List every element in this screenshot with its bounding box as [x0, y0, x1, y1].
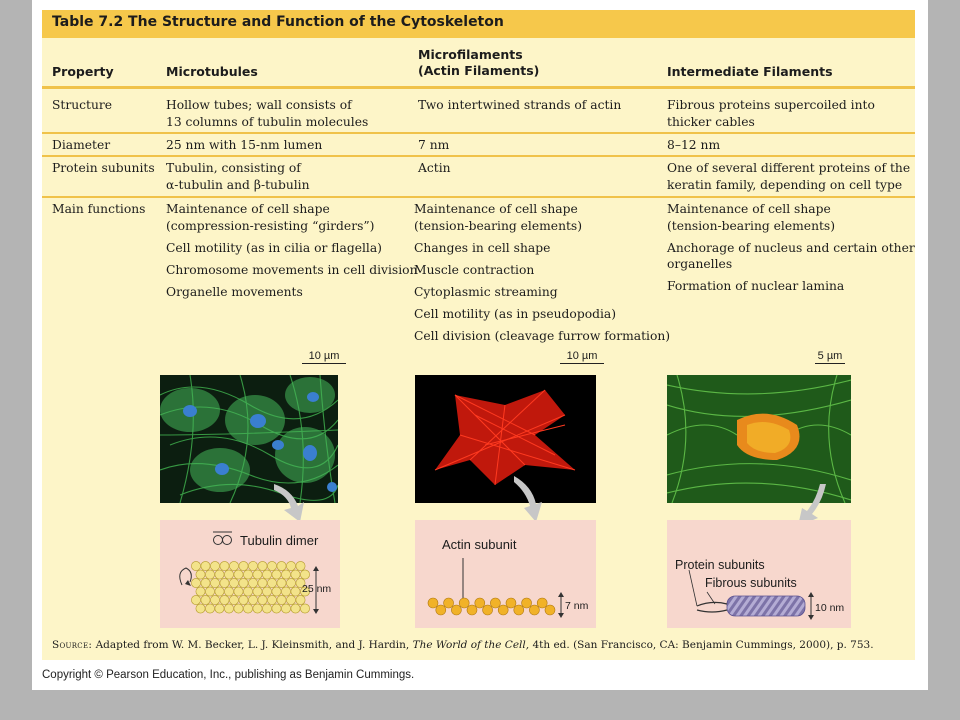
- tubulin-bead: [201, 595, 210, 604]
- tubulin-bead: [229, 578, 238, 587]
- function-text: Formation of nuclear lamina: [667, 279, 845, 293]
- tubulin-bead: [248, 595, 257, 604]
- tubulin-bead: [239, 595, 248, 604]
- tubulin-bead: [286, 561, 295, 570]
- function-text: Cytoplasmic streaming: [414, 284, 558, 299]
- tubulin-bead: [243, 587, 252, 596]
- actin-bead: [459, 598, 469, 608]
- tubulin-bead: [258, 595, 267, 604]
- function-item: [414, 306, 670, 323]
- row-rule: [42, 155, 915, 157]
- row-label-protein-subunits: Protein subunits: [52, 161, 155, 175]
- diameter-intermediate: 8–12 nm: [667, 138, 721, 152]
- actin-bead: [522, 598, 532, 608]
- function-text: (tension-bearing elements): [667, 218, 836, 233]
- source-citation: [52, 639, 874, 651]
- scale-bar-microtubules: [300, 350, 348, 364]
- tubulin-bead: [258, 578, 267, 587]
- structure-microtubules: [166, 97, 368, 130]
- function-item: [166, 201, 418, 234]
- structure-intermediate-line: Fibrous proteins supercoiled into: [667, 98, 875, 112]
- actin-bead: [436, 605, 446, 615]
- actin-bead: [490, 598, 500, 608]
- functions-intermediate: [667, 201, 915, 300]
- subunits-intermediate: [667, 160, 910, 193]
- intermediate-filament-diagram: [667, 520, 851, 628]
- structure-microtubules-line: Hollow tubes; wall consists of: [166, 98, 352, 112]
- slide-page: [32, 0, 928, 690]
- tubulin-bead: [224, 587, 233, 596]
- actin-bead: [537, 598, 547, 608]
- tubulin-bead: [248, 578, 257, 587]
- function-text: Organelle movements: [166, 284, 303, 299]
- tubulin-bead: [215, 587, 224, 596]
- function-item: [667, 240, 915, 273]
- function-text: (tension-bearing elements): [414, 218, 583, 233]
- tubulin-bead: [286, 578, 295, 587]
- function-item: [414, 262, 670, 279]
- actin-bead: [483, 605, 493, 615]
- tubulin-bead: [253, 587, 262, 596]
- function-item: [667, 201, 915, 234]
- cytoskeleton-table: [42, 10, 915, 660]
- scale-bar-line: [302, 363, 346, 364]
- tubulin-bead: [243, 604, 252, 613]
- tubulin-bead: [205, 587, 214, 596]
- tubulin-bead: [248, 561, 257, 570]
- tubulin-bead: [210, 578, 219, 587]
- tubulin-bead: [191, 578, 200, 587]
- tubulin-bead: [224, 604, 233, 613]
- actin-bead: [498, 605, 508, 615]
- function-item: [414, 240, 670, 257]
- actin-bead: [514, 605, 524, 615]
- tubulin-bead: [215, 604, 224, 613]
- tubulin-bead: [262, 587, 271, 596]
- tubulin-bead: [258, 561, 267, 570]
- scale-bar-microfilaments: [558, 350, 606, 364]
- header-microfilaments: [418, 47, 539, 79]
- tubulin-bead: [205, 570, 214, 579]
- table-title-bar: [42, 10, 915, 38]
- subunits-microfilaments: Actin: [418, 161, 451, 175]
- tubulin-bead: [277, 595, 286, 604]
- row-rule: [42, 196, 915, 198]
- scale-bar-line: [815, 363, 845, 364]
- functions-microfilaments: [414, 201, 670, 350]
- fibrous-subunits-label: Fibrous subunits: [705, 576, 797, 590]
- actin-bead: [529, 605, 539, 615]
- function-text: organelles: [667, 257, 733, 271]
- tubulin-bead: [220, 578, 229, 587]
- copyright-notice: Copyright © Pearson Education, Inc., publishing as Benjamin Cummings.: [42, 669, 415, 681]
- tubulin-bead: [201, 561, 210, 570]
- tubulin-bead: [253, 604, 262, 613]
- tubulin-bead: [234, 587, 243, 596]
- tubulin-bead: [267, 595, 276, 604]
- microtubule-diagram: [160, 520, 340, 628]
- tubulin-bead: [300, 604, 309, 613]
- tubulin-bead: [286, 595, 295, 604]
- header-microtubules: Microtubules: [166, 64, 258, 79]
- tubulin-bead: [229, 561, 238, 570]
- tubulin-dimer-label: Tubulin dimer: [240, 533, 319, 548]
- tubulin-bead: [220, 561, 229, 570]
- tubulin-bead: [291, 587, 300, 596]
- tubulin-bead: [220, 595, 229, 604]
- structure-microtubules-line: 13 columns of tubulin molecules: [166, 114, 369, 129]
- function-text: Changes in cell shape: [414, 240, 551, 255]
- subunits-intermediate-line: One of several different proteins of the: [667, 161, 911, 175]
- actin-micrograph: [415, 375, 596, 503]
- function-item: [414, 328, 670, 345]
- tubulin-bead: [234, 604, 243, 613]
- tubulin-bead: [281, 570, 290, 579]
- function-item: [414, 201, 670, 234]
- tubulin-bead: [277, 578, 286, 587]
- tubulin-bead: [196, 570, 205, 579]
- structure-microfilaments: Two intertwined strands of actin: [418, 98, 622, 112]
- source-rest: 4th ed. (San Francisco, CA: Benjamin Cummings, 2000), p. 753.: [532, 639, 874, 651]
- diameter-microtubules: 25 nm with 15-nm lumen: [166, 138, 323, 152]
- tubulin-bead: [196, 587, 205, 596]
- actin-bead: [475, 598, 485, 608]
- tubulin-bead: [300, 570, 309, 579]
- header-rule: [42, 86, 915, 89]
- functions-microtubules: [166, 201, 418, 306]
- actin-diagram: [415, 520, 596, 628]
- pointer-arrow-icon: [272, 480, 312, 525]
- scale-bar-line: [560, 363, 604, 364]
- tubulin-bead: [243, 570, 252, 579]
- function-text: (compression-resisting “girders”): [166, 218, 375, 233]
- tubulin-bead: [291, 570, 300, 579]
- source-text: Adapted from W. M. Becker, L. J. Kleinsmith, and J. Hardin,: [95, 639, 410, 651]
- function-text: Maintenance of cell shape: [166, 202, 330, 216]
- microtubule-diameter-label: 25 nm: [302, 583, 332, 595]
- tubulin-bead: [210, 595, 219, 604]
- function-item: [166, 240, 418, 257]
- protein-subunits-label: Protein subunits: [675, 558, 765, 572]
- header-intermediate-filaments: Intermediate Filaments: [667, 64, 833, 79]
- intermediate-diameter-label: 10 nm: [815, 602, 845, 614]
- actin-bead: [451, 605, 461, 615]
- row-label-main-functions: Main functions: [52, 202, 146, 216]
- function-text: Maintenance of cell shape: [414, 202, 578, 216]
- tubulin-bead: [262, 570, 271, 579]
- tubulin-bead: [239, 578, 248, 587]
- row-label-structure: Structure: [52, 98, 113, 112]
- subunits-microtubules-line: Tubulin, consisting of: [166, 161, 301, 175]
- tubulin-bead: [210, 561, 219, 570]
- tubulin-bead: [281, 604, 290, 613]
- tubulin-bead: [272, 604, 281, 613]
- tubulin-bead: [267, 578, 276, 587]
- actin-bead: [467, 605, 477, 615]
- tubulin-bead: [229, 595, 238, 604]
- actin-diameter-label: 7 nm: [565, 600, 589, 612]
- scale-bar-label: 10 µm: [566, 350, 598, 362]
- subunits-microtubules-line: α-tubulin and β-tubulin: [166, 177, 310, 192]
- tubulin-bead: [272, 587, 281, 596]
- source-book-title: The World of the Cell,: [412, 639, 530, 651]
- tubulin-bead: [253, 570, 262, 579]
- actin-bead: [444, 598, 454, 608]
- function-text: Anchorage of nucleus and certain other: [667, 240, 915, 255]
- table-title: Table 7.2 The Structure and Function of the Cytoskeleton: [52, 14, 504, 30]
- function-text: Cell motility (as in pseudopodia): [414, 306, 617, 321]
- scale-bar-label: 5 µm: [817, 350, 843, 362]
- header-microfilaments-line1: Microfilaments: [418, 47, 523, 62]
- tubulin-bead: [262, 604, 271, 613]
- function-text: Cell motility (as in cilia or flagella): [166, 240, 382, 255]
- tubulin-bead: [291, 604, 300, 613]
- function-text: Maintenance of cell shape: [667, 202, 831, 216]
- function-item: [414, 284, 670, 301]
- function-text: Chromosome movements in cell division: [166, 262, 418, 277]
- tubulin-bead: [267, 561, 276, 570]
- function-text: Cell division (cleavage furrow formation): [414, 328, 671, 343]
- function-text: Muscle contraction: [414, 262, 535, 277]
- row-label-diameter: Diameter: [52, 138, 111, 152]
- tubulin-bead: [272, 570, 281, 579]
- tubulin-bead: [191, 561, 200, 570]
- subunits-microtubules: [166, 160, 310, 193]
- tubulin-bead: [205, 604, 214, 613]
- diameter-microfilaments: 7 nm: [418, 138, 450, 152]
- scale-bar-intermediate: [810, 350, 850, 364]
- tubulin-bead: [296, 561, 305, 570]
- function-item: [166, 284, 418, 301]
- tubulin-bead: [281, 587, 290, 596]
- structure-intermediate-line: thicker cables: [667, 114, 755, 129]
- actin-bead: [506, 598, 516, 608]
- tubulin-bead: [277, 561, 286, 570]
- actin-bead: [545, 605, 555, 615]
- source-prefix: Source:: [52, 639, 93, 651]
- tubulin-bead: [191, 595, 200, 604]
- tubulin-bead: [215, 570, 224, 579]
- actin-bead: [428, 598, 438, 608]
- function-item: [166, 262, 418, 279]
- actin-subunit-label: Actin subunit: [442, 537, 517, 552]
- pointer-arrow-icon: [512, 472, 552, 527]
- tubulin-bead: [224, 570, 233, 579]
- tubulin-bead: [239, 561, 248, 570]
- function-item: [667, 278, 915, 295]
- tubulin-bead: [201, 578, 210, 587]
- tubulin-bead: [196, 604, 205, 613]
- scale-bar-label: 10 µm: [308, 350, 340, 362]
- header-microfilaments-line2: (Actin Filaments): [418, 63, 540, 78]
- structure-intermediate: [667, 97, 875, 130]
- subunits-intermediate-line: keratin family, depending on cell type: [667, 177, 903, 192]
- tubulin-bead: [296, 595, 305, 604]
- header-property: Property: [52, 64, 114, 79]
- tubulin-bead: [234, 570, 243, 579]
- row-rule: [42, 132, 915, 134]
